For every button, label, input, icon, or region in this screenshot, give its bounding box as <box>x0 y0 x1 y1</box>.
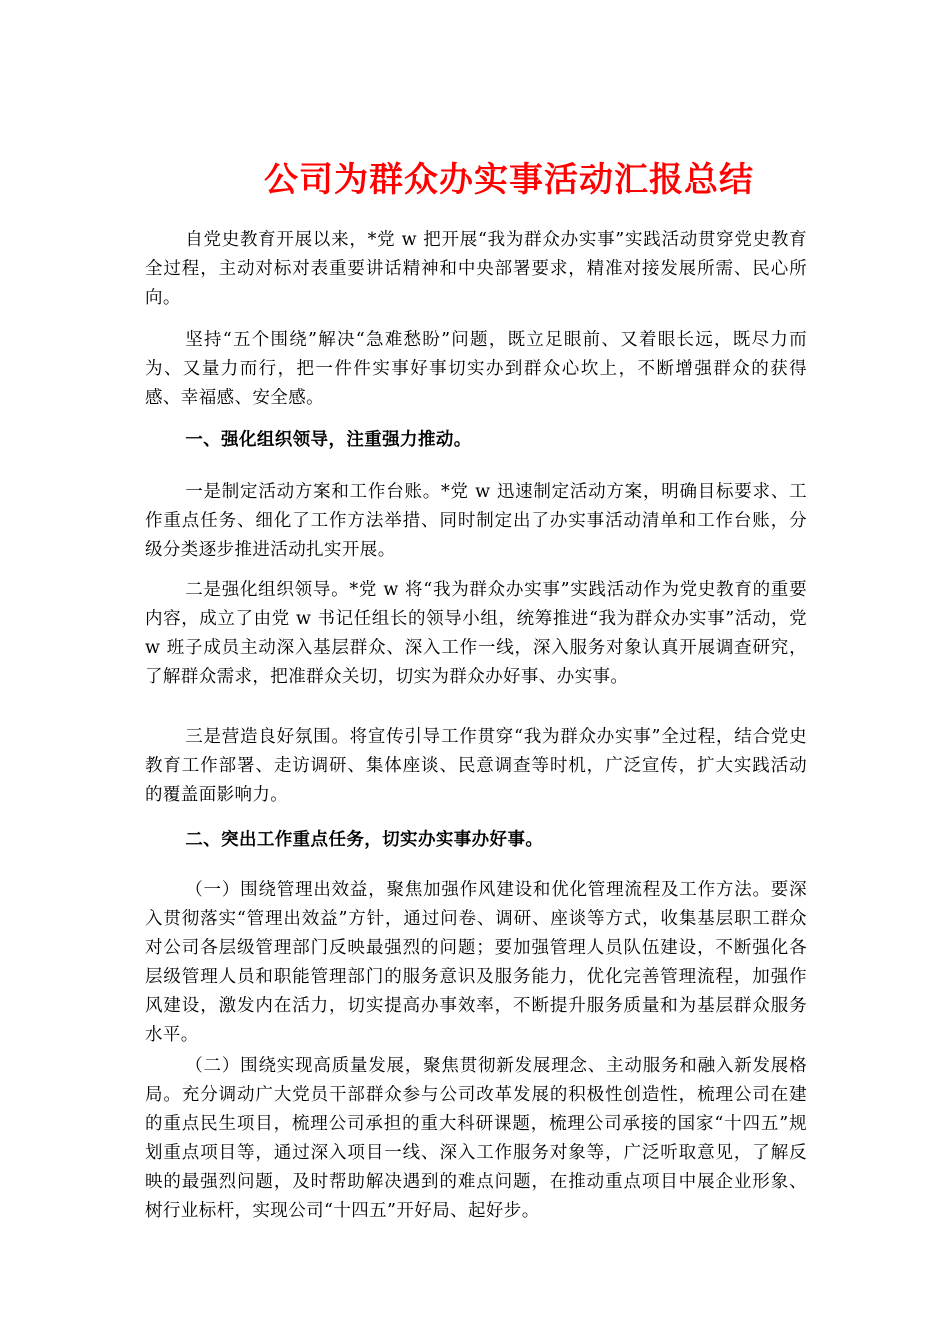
paragraph-five-focus: 坚持“五个围绕”解决“急难愁盼”问题，既立足眼前、又着眼长远，既尽力而为、又量力而行，把一件件实事好事切实办到群众心坎上，不断增强群众的获得感、幸福感、安全感。 <box>145 330 807 408</box>
paragraph-high-quality: （二）围绕实现高质量发展，聚焦贯彻新发展理念、主动服务和融入新发展格局。充分调动广大党员干部群众参与公司改革发展的积极性创造性，梳理公司在建的重点民生项目，梳理公司承担的重大科研课题，梳理公司承接的国家“十四五”规划重点项目等，通过深入项目一线、深入工作服务对象等，广泛听取意见，了解反映的最强烈问题，及时帮助解决遇到的难点问题，在推动重点项目中展企业形象、树行业标杆，实现公司“十四五”开好局、起好步。 <box>145 1056 807 1221</box>
paragraph-management: （一）围绕管理出效益，聚焦加强作风建设和优化管理流程及工作方法。要深入贯彻落实“管理出效益”方针，通过问卷、调研、座谈等方式，收集基层职工群众对公司各层级管理部门反映最强烈的问题；要加强管理人员队伍建设，不断强化各层级管理人员和职能管理部门的服务意识及服务能力，优化完善管理流程，加强作风建设，激发内在活力，切实提高办事效率，不断提升服务质量和为基层群众服务水平。 <box>145 880 807 1045</box>
section-heading-2: 二、突出工作重点任务，切实办实事办好事。 <box>185 830 544 850</box>
paragraph-intro: 自党史教育开展以来，*党 w 把开展“我为群众办实事”实践活动贯穿党史教育全过程，主动对标对表重要讲话精神和中央部署要求，精准对接发展所需、民心所向。 <box>145 230 807 308</box>
document-title: 公司为群众办实事活动汇报总结 <box>264 160 754 200</box>
paragraph-plan-ledger: 一是制定活动方案和工作台账。*党 w 迅速制定活动方案，明确目标要求、工作重点任务、细化了工作方法举措、同时制定出了办实事活动清单和工作台账，分级分类逐步推进活动扎实开展。 <box>145 482 807 560</box>
paragraph-organization: 二是强化组织领导。*党 w 将“我为群众办实事”实践活动作为党史教育的重要内容，成立了由党 w 书记任组长的领导小组，统筹推进“我为群众办实事”活动，党 w 班子成员主动深入基层群众、深入工作一线，深入服务对象认真开展调查研究，了解群众需求，把准群众关切，切实为群众办好事、办实事。 <box>145 580 807 687</box>
section-heading-1: 一、强化组织领导，注重强力推动。 <box>185 430 472 450</box>
paragraph-atmosphere: 三是营造良好氛围。将宣传引导工作贯穿“我为群众办实事”全过程，结合党史教育工作部署、走访调研、集体座谈、民意调查等时机，广泛宣传，扩大实践活动的覆盖面影响力。 <box>145 727 807 805</box>
